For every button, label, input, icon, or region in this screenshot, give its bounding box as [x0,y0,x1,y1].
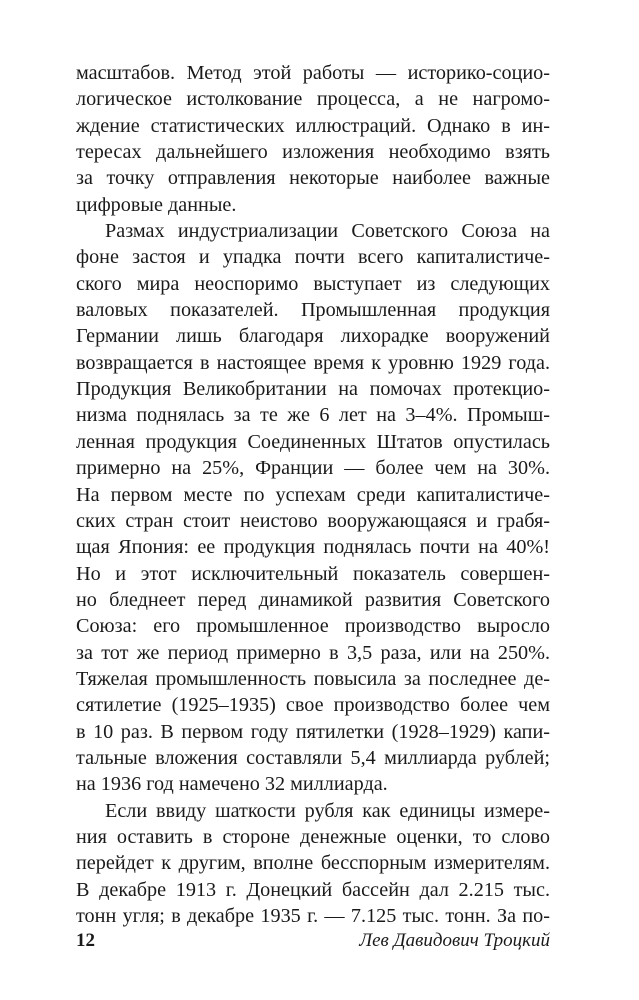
text-line: Союза: его промышленное производство выросло [76,615,550,638]
text-line: тересах дальнейшего изложения необходимо взять [76,141,550,164]
paragraph-first-line: Если ввиду шаткости рубля как единицы измере- [105,799,550,822]
text-line: ния оставить в стороне денежные оценки, то слово [76,825,550,848]
page-body [76,60,550,929]
running-author: Лев Давидович Троцкий [359,930,550,951]
text-line: примерно на 25%, Франции — более чем на 30%. [76,457,550,480]
text-line: ленная продукция Соединенных Штатов опустилась [76,430,550,453]
text-line: фоне застоя и упадка почти всего капиталистиче- [76,246,550,269]
text-line: за точку отправления некоторые наиболее важные [76,167,550,190]
text-line: Продукция Великобритании на помочах протекцио- [76,378,550,401]
text-line: за тот же период примерно в 3,5 раза, или на 250%. [76,641,550,664]
text-line: тонн угля; в декабре 1935 г. — 7.125 тыс. тонн. За по- [76,905,550,927]
text-line: Но и этот исключительный показатель совершен- [76,562,550,585]
text-line: возвращается в настоящее время к уровню 1929 года. [76,351,550,374]
text-line: валовых показателей. Промышленная продукция [76,299,550,322]
text-line: ских стран стоит неистово вооружающаяся и грабя- [76,509,550,532]
text-line: тальные вложения составляли 5,4 миллиарда рублей; [76,746,550,769]
text-line: масштабов. Метод этой работы — историко-социо- [76,62,550,84]
text-line: В декабре 1913 г. Донецкий бассейн дал 2.215 тыс. [76,878,550,901]
text-line: сятилетие (1925–1935) свое производство более чем [76,694,550,717]
text-line: Германии лишь благодаря лихорадке вооружений [76,325,550,348]
text-line: ского мира неоспоримо выступает из следующих [76,272,550,295]
paragraph-first-line: Размах индустриализации Советского Союза на [105,220,550,243]
text-line: Тяжелая промышленность повысила за последнее де- [76,667,550,690]
text-line: цифровые данные. [76,193,237,216]
page-footer [76,928,550,954]
text-line: но бледнеет перед динамикой развития Советского [76,588,550,611]
text-line: логическое истолкование процесса, а не нагромо- [76,88,550,111]
text-line: в 10 раз. В первом году пятилетки (1928–1929) капи- [76,720,550,743]
page-number: 12 [76,930,95,951]
text-line: ждение статистических иллюстраций. Однако в ин- [76,114,550,137]
text-line: низма поднялась за те же 6 лет на 3–4%. Промыш- [76,404,550,427]
text-line: На первом месте по успехам среди капиталистиче- [76,483,550,506]
text-line: на 1936 год намечено 32 миллиарда. [76,773,388,796]
text-line: щая Япония: ее продукция поднялась почти на 40%! [76,536,550,559]
text-line: перейдет к другим, вполне бесспорным измерителям. [76,852,550,875]
